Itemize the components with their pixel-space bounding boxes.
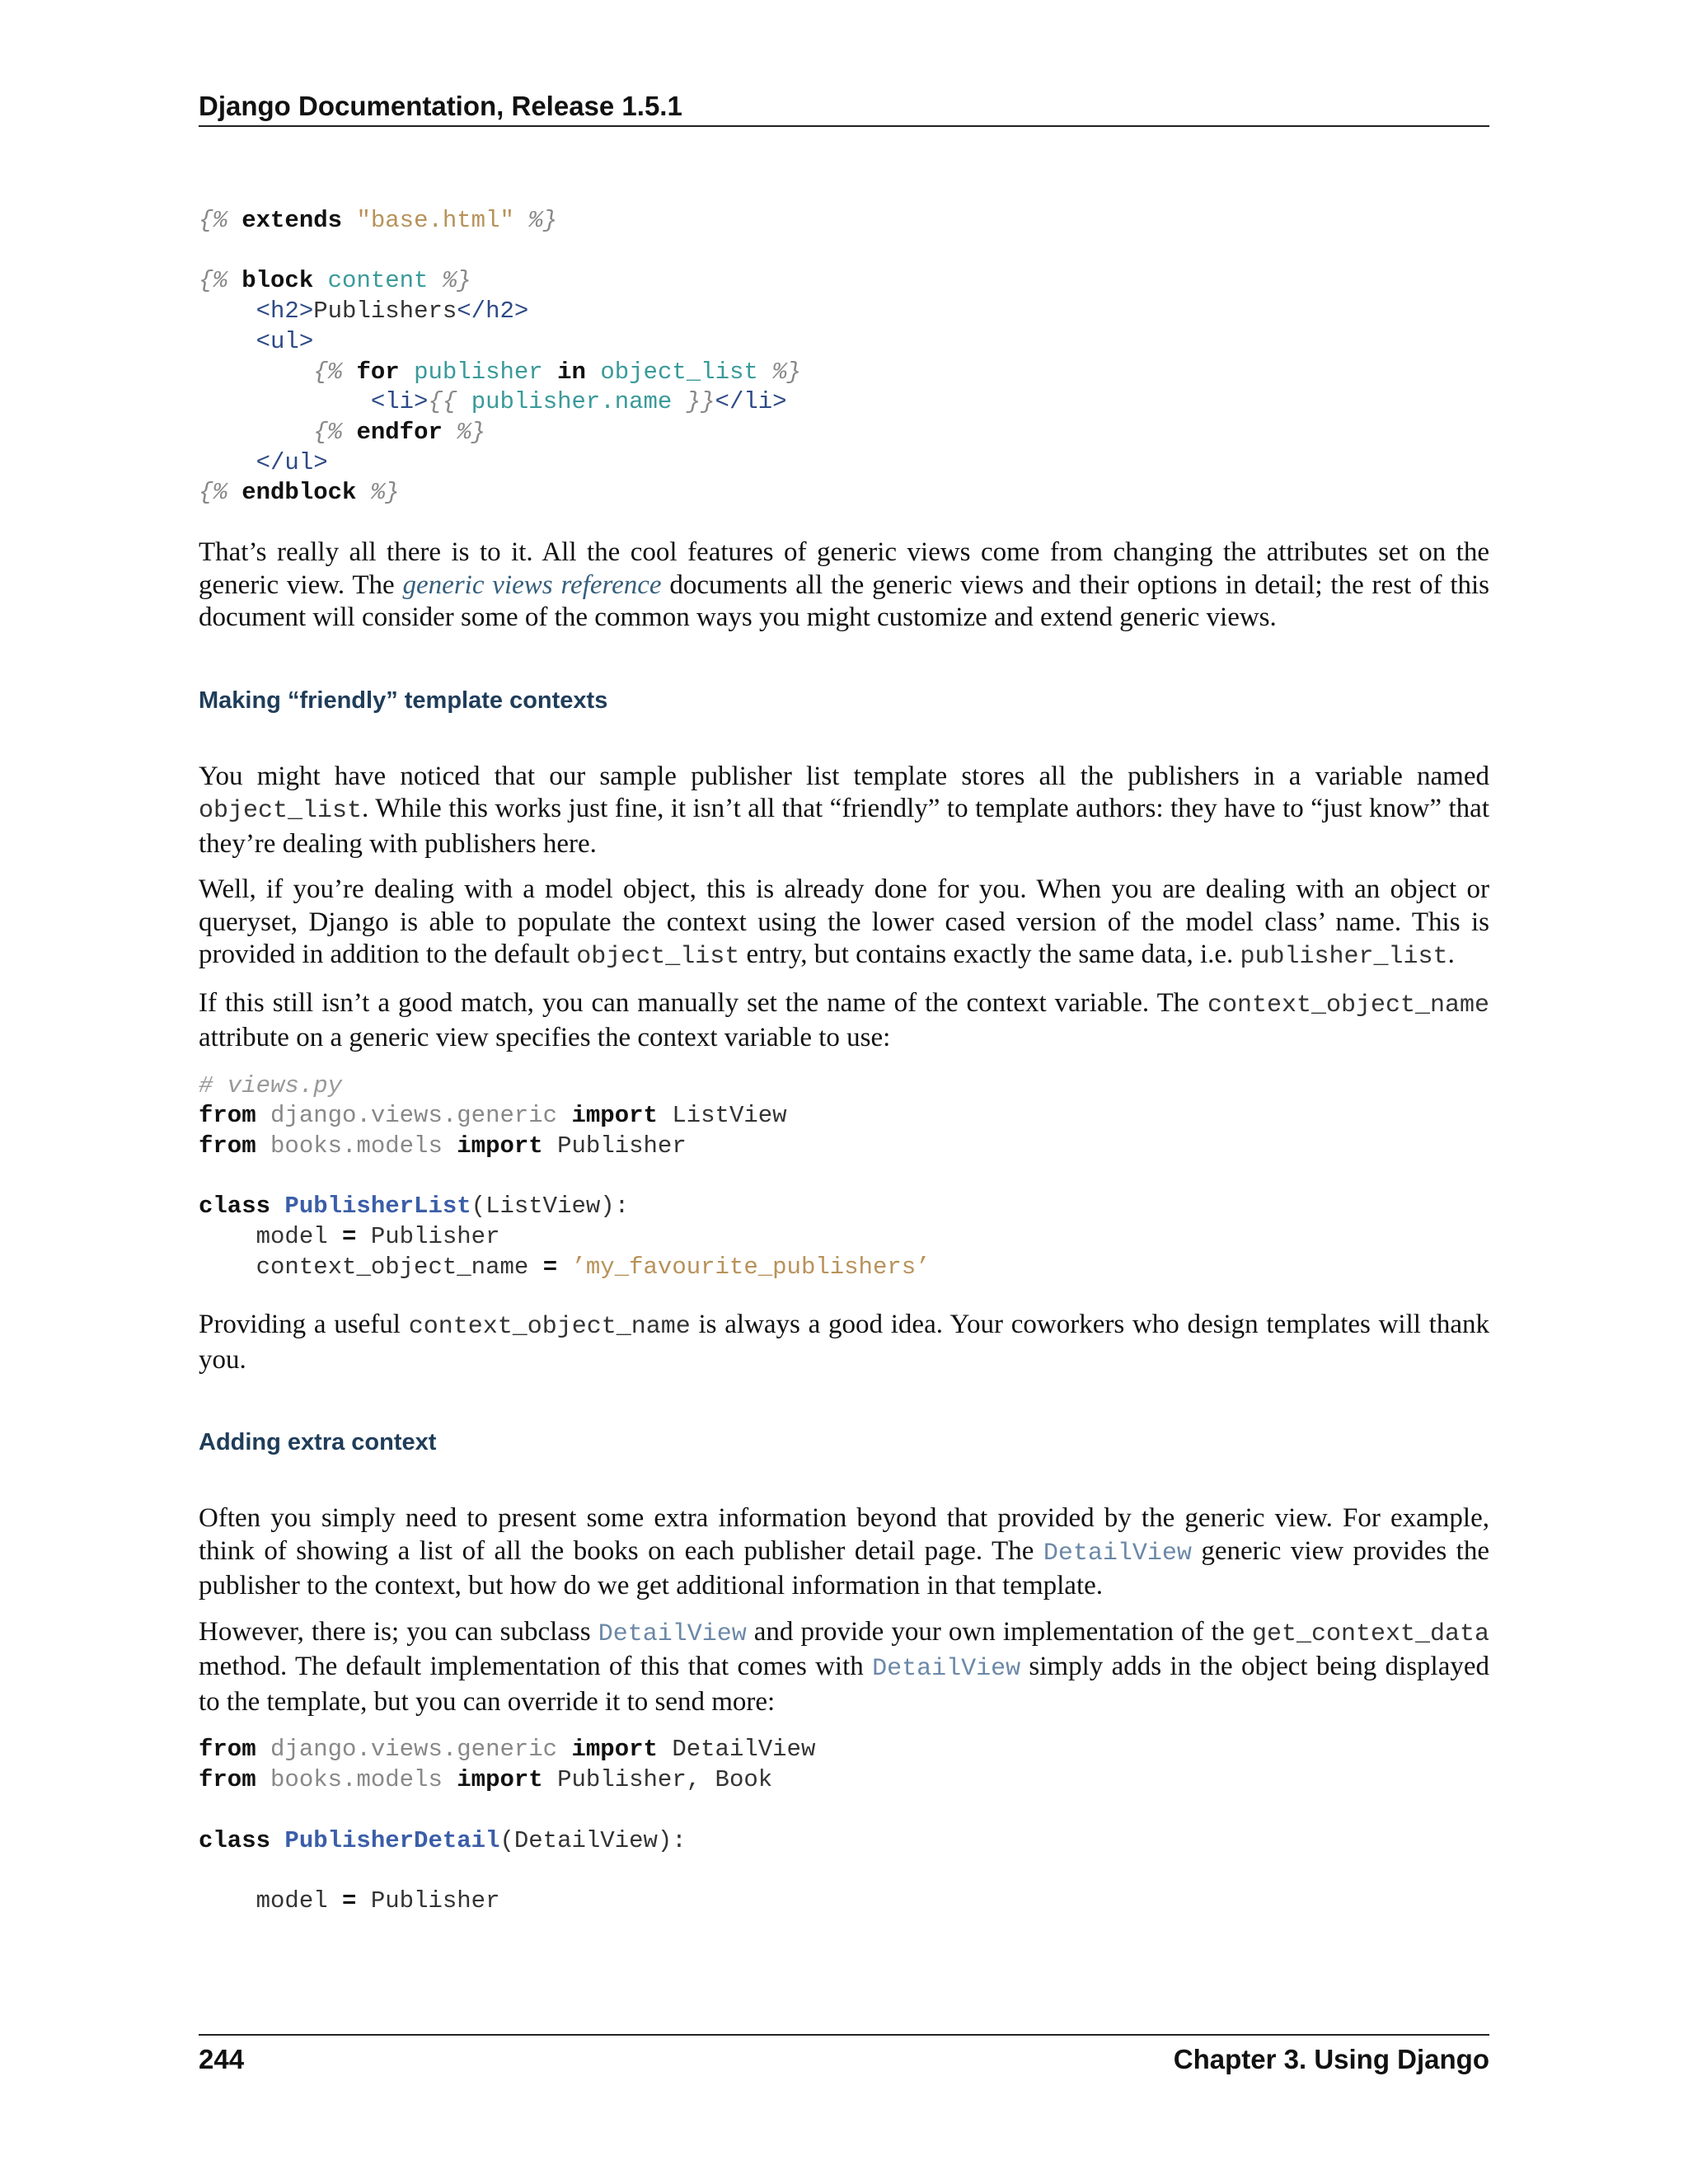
operator: = [342, 1223, 357, 1251]
keyword: endblock [241, 479, 357, 507]
section-heading: Making “friendly” template contexts [199, 687, 608, 714]
paragraph-text: You might have noticed that our sample publisher list template stores all the publishers in a variable named [199, 761, 1489, 791]
inline-code: object_list [576, 943, 740, 972]
paragraph-text: entry, but contains exactly the same data, i.e. [739, 940, 1240, 970]
detailview-reference-link[interactable]: DetailView [598, 1619, 747, 1648]
html-tag: <li> [370, 388, 429, 416]
keyword: import [571, 1102, 658, 1130]
page-header [199, 91, 1489, 127]
paragraph-text: . While this works just fine, it isn’t all that “friendly” to template authors: they have to “just know” that they’re dealing with publishers here. [199, 794, 1489, 859]
import-name: Publisher, Book [557, 1766, 773, 1794]
paragraph-text: simply adds in the object being displayed to the template, but you can override it to send more: [199, 1652, 1489, 1717]
paragraph [199, 761, 1489, 861]
code-text: Publishers [313, 298, 457, 326]
attribute-name: model [256, 1886, 328, 1915]
inline-code: object_list [199, 797, 363, 826]
page-number: 244 [199, 2044, 245, 2074]
template-tag-close: %} [772, 358, 801, 386]
string-literal: ’my_favourite_publishers’ [571, 1253, 931, 1281]
variable-close: }} [686, 388, 715, 416]
template-tag-open: {% [199, 207, 227, 234]
string-literal: "base.html" [356, 207, 514, 234]
paragraph-text: That’s really all there is to it. All the cool features of generic views come from changing the attributes set on the generic view. The [199, 537, 1489, 600]
keyword: from [199, 1102, 256, 1130]
template-tag-open: {% [199, 267, 227, 295]
page-footer [199, 2034, 1489, 2075]
attribute-name: context_object_name [256, 1253, 529, 1281]
operator: = [542, 1253, 558, 1281]
class-base: (DetailView): [499, 1826, 687, 1854]
operator: = [342, 1886, 357, 1915]
section-heading: Adding extra context [199, 1429, 437, 1456]
class-name: PublisherDetail [284, 1826, 500, 1854]
attribute-value: Publisher [370, 1223, 500, 1251]
paragraph-text: Providing a useful [199, 1310, 409, 1340]
variable-expression: publisher.name [471, 388, 673, 416]
paragraph-text: Well, if you’re dealing with a model object, this is already done for you. When you are dealing with an object or queryset, Django is able to populate the context using the lower cased version of the model class’ name. This is provided in addition to the default [199, 874, 1489, 970]
inline-code: context_object_name [1207, 991, 1489, 1019]
paragraph [199, 537, 1489, 635]
html-tag: </ul> [256, 448, 328, 476]
detailview-reference-link[interactable]: DetailView [1043, 1539, 1192, 1568]
inline-code: get_context_data [1251, 1619, 1489, 1648]
keyword: for [356, 358, 400, 386]
module-name: django.views.generic [270, 1102, 558, 1130]
template-tag-open: {% [313, 358, 343, 386]
html-tag: </h2> [457, 298, 529, 326]
keyword: class [199, 1826, 271, 1854]
paragraph [199, 1616, 1489, 1719]
module-name: books.models [270, 1766, 443, 1794]
keyword: in [557, 358, 586, 386]
chapter-title: Chapter 3. Using Django [1173, 2044, 1489, 2074]
attribute-name: model [256, 1223, 328, 1251]
paragraph-text: and provide your own implementation of the [746, 1616, 1252, 1647]
paragraph [199, 874, 1489, 974]
template-tag-close: %} [528, 207, 558, 234]
keyword: from [199, 1736, 256, 1764]
loop-iterable: object_list [600, 358, 758, 386]
template-tag-open: {% [199, 479, 227, 507]
paragraph-text: If this still isn’t a good match, you can manually set the name of the context variable. The [199, 987, 1207, 1018]
module-name: books.models [270, 1132, 443, 1160]
attribute-value: Publisher [370, 1886, 500, 1915]
variable-open: {{ [428, 388, 457, 416]
template-tag-close: %} [457, 418, 486, 446]
class-name: PublisherList [284, 1193, 471, 1221]
html-tag: <h2> [256, 298, 314, 326]
paragraph [199, 987, 1489, 1055]
paragraph-text: is always a good idea. Your coworkers who design templates will thank you. [199, 1310, 1489, 1375]
code-block-detail [199, 1735, 1489, 1916]
keyword: extends [241, 207, 343, 234]
generic-views-reference-link[interactable]: generic views reference [402, 569, 662, 600]
code-block-template [199, 206, 1489, 509]
paragraph [199, 1309, 1489, 1376]
import-name: Publisher [557, 1132, 687, 1160]
template-tag-open: {% [313, 418, 343, 446]
html-tag: </li> [715, 388, 787, 416]
import-name: DetailView [672, 1736, 816, 1764]
loop-variable: publisher [414, 358, 543, 386]
paragraph [199, 1502, 1489, 1603]
keyword: import [457, 1766, 543, 1794]
keyword: endfor [356, 418, 443, 446]
module-name: django.views.generic [270, 1736, 558, 1764]
paragraph-text: However, there is; you can subclass [199, 1616, 598, 1647]
detailview-reference-link[interactable]: DetailView [872, 1655, 1021, 1684]
code-block-views [199, 1071, 1489, 1283]
template-tag-close: %} [442, 267, 471, 295]
keyword: import [457, 1132, 543, 1160]
keyword: import [571, 1736, 658, 1764]
inline-code: context_object_name [408, 1313, 691, 1342]
block-name: content [327, 267, 429, 295]
paragraph-text: generic view provides the publisher to the context, but how do we get additional information in that template. [199, 1535, 1489, 1601]
class-base: (ListView): [471, 1193, 630, 1221]
page-content [199, 206, 1489, 1917]
keyword: class [199, 1193, 271, 1221]
paragraph-text: documents all the generic views and their options in detail; the rest of this document will consider some of the common ways you might customize and extend generic views. [199, 569, 1490, 633]
paragraph-text: method. The default implementation of this that comes with [199, 1652, 873, 1682]
template-tag-close: %} [370, 479, 400, 507]
html-tag: <ul> [256, 327, 314, 355]
running-header-title: Django Documentation, Release 1.5.1 [199, 91, 682, 121]
keyword: block [241, 267, 314, 295]
paragraph-text: attribute on a generic view specifies the context variable to use: [199, 1023, 891, 1053]
inline-code: publisher_list [1240, 943, 1448, 972]
keyword: from [199, 1132, 256, 1160]
paragraph-text: Often you simply need to present some extra information beyond that provided by the generic view. For example, think of showing a list of all the books on each publisher detail page. The [199, 1503, 1489, 1566]
paragraph-text: . [1447, 940, 1455, 970]
code-comment: # views.py [199, 1071, 343, 1099]
import-name: ListView [672, 1102, 787, 1130]
document-page [199, 0, 1489, 2184]
keyword: from [199, 1766, 256, 1794]
